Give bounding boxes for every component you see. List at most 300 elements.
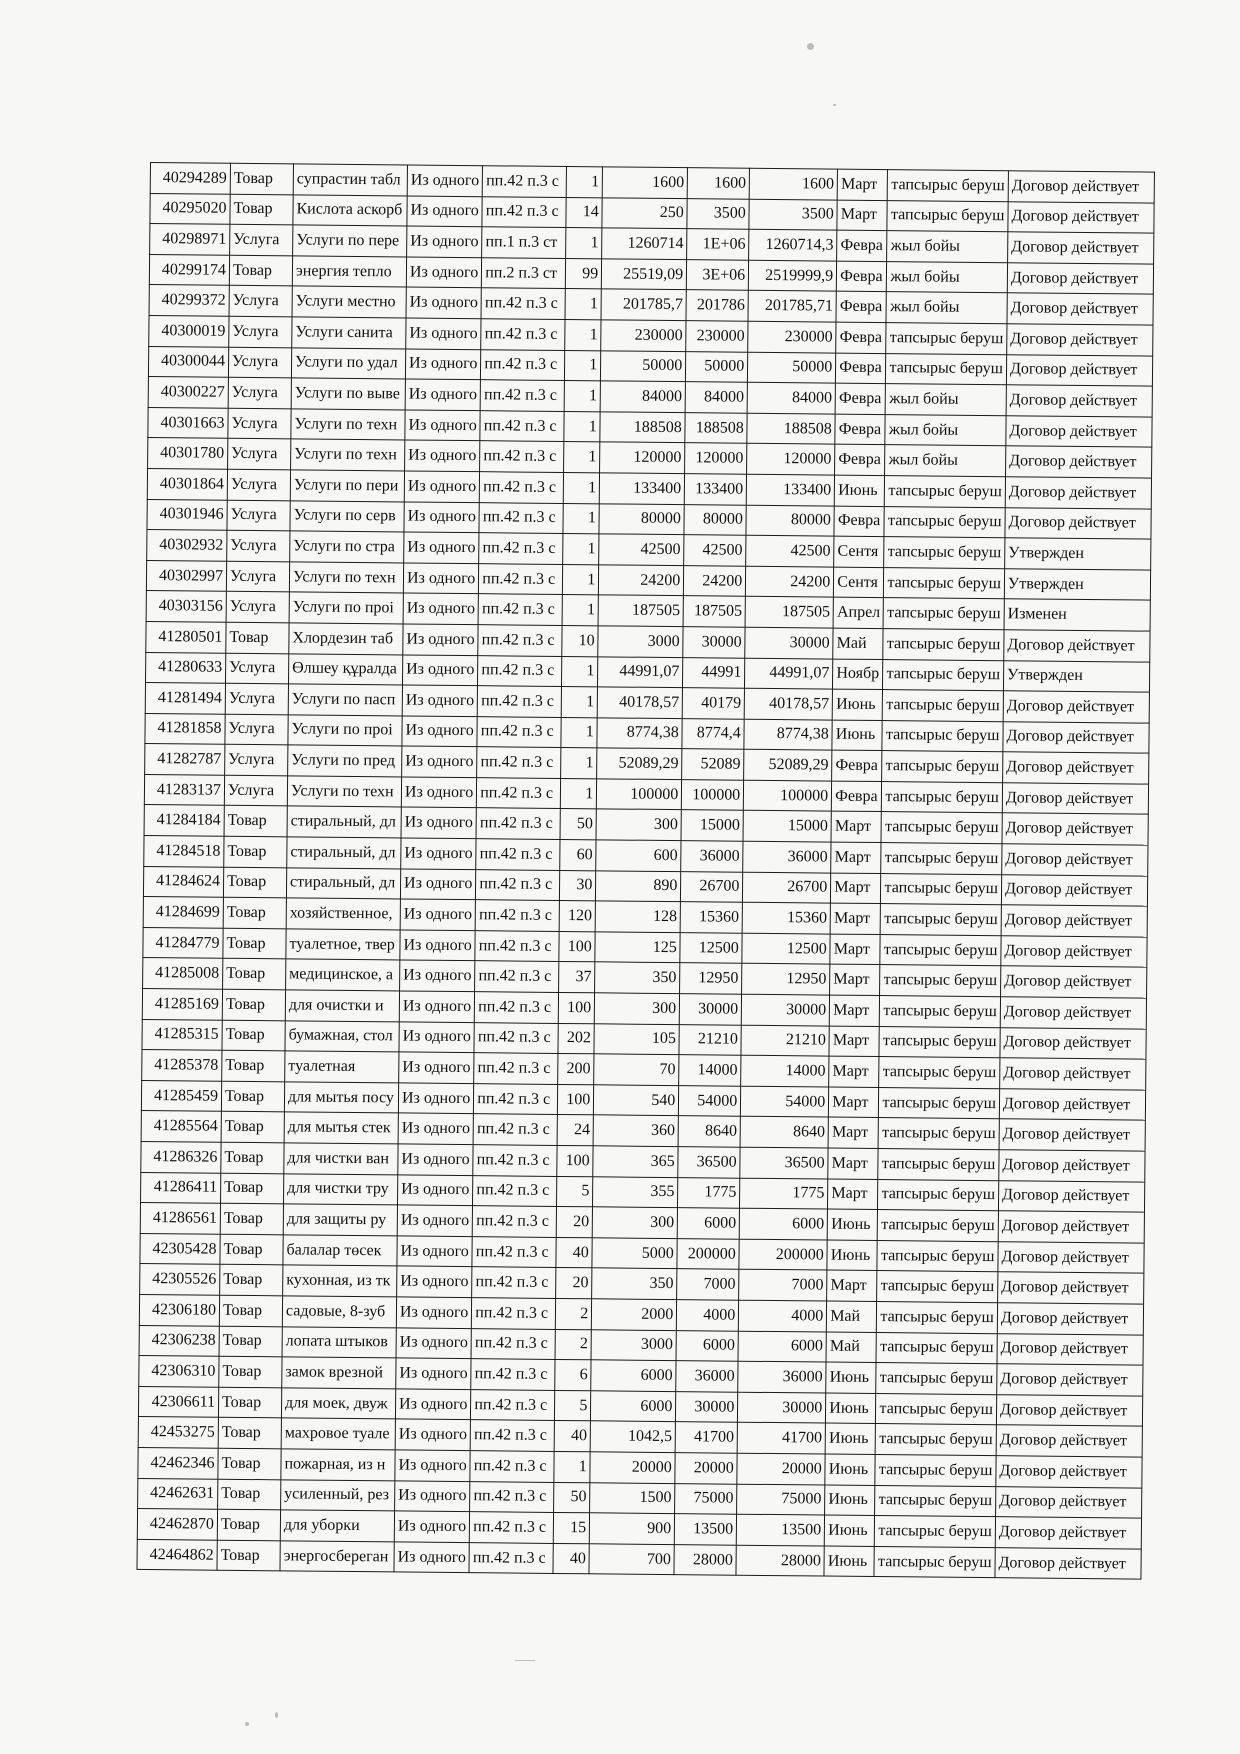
cell-total: 14000	[741, 1055, 829, 1086]
cell-price: 1600	[602, 167, 687, 198]
cell-id: 40301780	[148, 438, 228, 469]
cell-total: 1260714,3	[749, 229, 837, 260]
cell-id: 42453275	[138, 1417, 218, 1448]
cell-source: жыл бойы	[887, 261, 1008, 293]
cell-sum: 3500	[687, 198, 749, 229]
cell-sum: 36000	[676, 1361, 738, 1392]
cell-basis: пп.42 п.3 с	[473, 1145, 557, 1176]
cell-price: 40178,57	[597, 687, 682, 718]
cell-type: Товар	[219, 1356, 282, 1387]
cell-total: 28000	[736, 1545, 824, 1576]
cell-sum: 15000	[681, 810, 743, 841]
cell-basis: пп.42 п.3 с	[472, 1236, 556, 1267]
cell-source: жыл бойы	[885, 414, 1006, 446]
cell-method: Из одного	[402, 685, 478, 716]
cell-name: махровое туале	[281, 1418, 395, 1450]
cell-qty: 1	[554, 1451, 590, 1482]
cell-month: Май	[827, 1301, 877, 1332]
cell-qty: 1	[564, 411, 600, 442]
cell-id: 41285008	[143, 958, 223, 989]
cell-price: 42500	[599, 534, 684, 565]
cell-total: 8640	[740, 1117, 828, 1148]
cell-total: 15000	[743, 811, 831, 842]
cell-total: 100000	[744, 780, 832, 811]
cell-month: Март	[831, 842, 881, 873]
cell-sum: 15360	[680, 902, 742, 933]
cell-basis: пп.42 п.3 с	[471, 1389, 555, 1420]
cell-source: тапсырыс беруш	[883, 690, 1004, 722]
cell-source: тапсырыс беруш	[884, 567, 1005, 599]
cell-price: 6000	[591, 1360, 676, 1391]
cell-price: 44991,07	[598, 656, 683, 687]
cell-basis: пп.42 п.3 с	[470, 1512, 554, 1543]
cell-name: лопата штыков	[282, 1326, 396, 1358]
cell-status: Договор действует	[998, 1272, 1144, 1304]
cell-type: Товар	[218, 1479, 281, 1510]
cell-qty: 200	[558, 1054, 594, 1085]
cell-id: 40300019	[149, 315, 229, 346]
cell-sum: 44991	[683, 657, 745, 688]
cell-total: 200000	[739, 1239, 827, 1270]
cell-id: 42306238	[139, 1325, 219, 1356]
cell-price: 355	[593, 1176, 678, 1207]
cell-source: тапсырыс беруш	[876, 1393, 997, 1425]
cell-month: Март	[829, 1026, 879, 1057]
cell-price: 3000	[591, 1329, 676, 1360]
cell-qty: 100	[559, 992, 595, 1023]
cell-method: Из одного	[394, 1542, 470, 1573]
cell-type: Товар	[222, 1020, 285, 1051]
procurement-table	[136, 162, 1154, 1580]
cell-basis: пп.42 п.3 с	[481, 319, 565, 350]
cell-price: 3000	[598, 626, 683, 657]
cell-status: Утвержден	[1005, 538, 1151, 570]
cell-price: 1260714	[602, 228, 687, 259]
cell-type: Услуга	[228, 377, 291, 408]
cell-basis: пп.42 п.3 с	[473, 1114, 557, 1145]
cell-source: тапсырыс беруш	[880, 996, 1001, 1028]
cell-basis: пп.42 п.3 с	[479, 533, 563, 564]
cell-method: Из одного	[399, 991, 475, 1022]
cell-type: Товар	[220, 1203, 283, 1234]
cell-total: 1775	[740, 1178, 828, 1209]
cell-id: 41284518	[144, 836, 224, 867]
cell-qty: 100	[558, 1084, 594, 1115]
cell-month: Июнь	[827, 1240, 877, 1271]
cell-type: Товар	[221, 1173, 284, 1204]
cell-id: 41285459	[141, 1080, 221, 1111]
cell-type: Товар	[222, 989, 285, 1020]
cell-source: тапсырыс беруш	[876, 1363, 997, 1395]
cell-total: 12500	[742, 933, 830, 964]
cell-source: тапсырыс беруш	[879, 1087, 1000, 1119]
cell-source: тапсырыс беруш	[876, 1424, 997, 1456]
cell-type: Услуга	[224, 775, 287, 806]
cell-method: Из одного	[405, 349, 481, 380]
cell-method: Из одного	[407, 196, 483, 227]
cell-sum: 3E+06	[687, 259, 749, 290]
cell-id: 40301663	[148, 407, 228, 438]
cell-qty: 5	[557, 1176, 593, 1207]
cell-qty: 40	[553, 1543, 589, 1574]
cell-sum: 50000	[686, 351, 748, 382]
cell-method: Из одного	[403, 624, 479, 655]
cell-price: 120000	[600, 442, 685, 473]
cell-type: Товар	[218, 1418, 281, 1449]
cell-source: тапсырыс беруш	[879, 1026, 1000, 1058]
cell-qty: 15	[554, 1513, 590, 1544]
cell-name: стиральный, дл	[287, 837, 401, 869]
cell-sum: 36000	[681, 841, 743, 872]
cell-qty: 100	[559, 931, 595, 962]
cell-method: Из одного	[396, 1327, 472, 1358]
cell-id: 41280501	[146, 621, 226, 652]
cell-id: 40294289	[150, 163, 230, 194]
cell-basis: пп.42 п.3 с	[480, 472, 564, 503]
cell-sum: 100000	[682, 780, 744, 811]
cell-id: 42462870	[137, 1509, 217, 1540]
cell-price: 700	[589, 1544, 674, 1575]
cell-basis: пп.42 п.3 с	[481, 349, 565, 380]
cell-status: Договор действует	[1006, 415, 1152, 447]
cell-type: Услуга	[227, 530, 290, 561]
cell-name: Услуги по проі	[288, 715, 402, 747]
cell-month: Июнь	[832, 720, 882, 751]
cell-source: тапсырыс беруш	[882, 720, 1003, 752]
cell-total: 133400	[747, 474, 835, 505]
cell-status: Договор действует	[1002, 783, 1148, 815]
cell-id: 42305526	[140, 1264, 220, 1295]
cell-price: 250	[602, 197, 687, 228]
cell-total: 30000	[742, 994, 830, 1025]
cell-month: Февра	[837, 230, 887, 261]
cell-source: тапсырыс беруш	[883, 659, 1004, 691]
cell-method: Из одного	[398, 1113, 474, 1144]
cell-source: тапсырыс беруш	[885, 476, 1006, 508]
cell-id: 40301946	[147, 499, 227, 530]
scan-speck	[833, 104, 836, 106]
cell-status: Договор действует	[1008, 201, 1154, 233]
cell-total: 8774,38	[744, 719, 832, 750]
cell-qty: 50	[554, 1482, 590, 1513]
cell-qty: 1	[565, 350, 601, 381]
cell-method: Из одного	[395, 1450, 471, 1481]
cell-sum: 8774,4	[682, 718, 744, 749]
cell-qty: 120	[559, 901, 595, 932]
cell-name: садовые, 8-зуб	[282, 1296, 396, 1328]
cell-total: 36000	[738, 1361, 826, 1392]
table-body	[137, 163, 1154, 1580]
cell-basis: пп.42 п.3 с	[474, 1083, 558, 1114]
cell-basis: пп.42 п.3 с	[477, 686, 561, 717]
cell-name: энергосбереган	[280, 1541, 394, 1573]
cell-method: Из одного	[401, 838, 477, 869]
cell-status: Договор действует	[997, 1333, 1143, 1365]
cell-status: Договор действует	[996, 1394, 1142, 1426]
cell-total: 54000	[741, 1086, 829, 1117]
cell-source: тапсырыс беруш	[884, 537, 1005, 569]
cell-total: 2519999,9	[749, 260, 837, 291]
cell-status: Договор действует	[999, 1119, 1145, 1151]
cell-id: 41284699	[143, 897, 223, 928]
cell-name: стиральный, дл	[287, 806, 401, 838]
cell-month: Февра	[836, 291, 886, 322]
cell-total: 7000	[739, 1270, 827, 1301]
cell-basis: пп.42 п.3 с	[478, 594, 562, 625]
cell-id: 40301864	[147, 468, 227, 499]
cell-name: для чистки тру	[284, 1173, 398, 1205]
cell-status: Утвержден	[1003, 660, 1149, 692]
cell-method: Из одного	[402, 746, 478, 777]
cell-basis: пп.42 п.3 с	[470, 1481, 554, 1512]
cell-method: Из одного	[397, 1236, 473, 1267]
cell-total: 188508	[747, 413, 835, 444]
cell-sum: 4000	[677, 1300, 739, 1331]
cell-basis: пп.42 п.3 с	[470, 1420, 554, 1451]
cell-source: жыл бойы	[886, 292, 1007, 324]
cell-source: тапсырыс беруш	[886, 323, 1007, 355]
cell-status: Договор действует	[1007, 293, 1153, 325]
cell-price: 1500	[590, 1482, 675, 1513]
cell-name: Кислота аскорб	[293, 194, 407, 226]
cell-name: усиленный, рез	[281, 1479, 395, 1511]
cell-type: Товар	[220, 1265, 283, 1296]
cell-method: Из одного	[404, 471, 480, 502]
cell-month: Февра	[834, 506, 884, 537]
cell-total: 84000	[747, 382, 835, 413]
cell-price: 540	[594, 1085, 679, 1116]
cell-basis: пп.42 п.3 с	[480, 380, 564, 411]
cell-source: тапсырыс беруш	[878, 1149, 999, 1181]
cell-qty: 37	[559, 962, 595, 993]
cell-basis: пп.42 п.3 с	[478, 655, 562, 686]
cell-source: тапсырыс беруш	[886, 353, 1007, 385]
cell-source: жыл бойы	[885, 445, 1006, 477]
cell-sum: 13500	[675, 1514, 737, 1545]
cell-source: тапсырыс беруш	[874, 1546, 995, 1578]
cell-name: для очистки и	[285, 990, 399, 1022]
cell-price: 300	[592, 1207, 677, 1238]
cell-sum: 28000	[674, 1544, 736, 1575]
cell-method: Из одного	[404, 501, 480, 532]
cell-month: Март	[837, 200, 887, 231]
cell-total: 4000	[739, 1300, 827, 1331]
cell-price: 105	[594, 1023, 679, 1054]
cell-qty: 40	[556, 1237, 592, 1268]
cell-price: 25519,09	[602, 259, 687, 290]
cell-price: 70	[594, 1054, 679, 1085]
cell-total: 187505	[745, 597, 833, 628]
cell-month: Февра	[835, 414, 885, 445]
cell-month: Июнь	[826, 1362, 876, 1393]
cell-basis: пп.42 п.3 с	[475, 992, 559, 1023]
cell-total: 44991,07	[745, 658, 833, 689]
cell-status: Договор действует	[1000, 997, 1146, 1029]
cell-status: Договор действует	[997, 1364, 1143, 1396]
cell-name: медицинское, а	[286, 959, 400, 991]
cell-price: 350	[595, 962, 680, 993]
cell-source: тапсырыс беруш	[875, 1516, 996, 1548]
cell-basis: пп.42 п.3 с	[471, 1359, 555, 1390]
cell-type: Услуга	[225, 683, 288, 714]
cell-type: Услуга	[227, 469, 290, 500]
cell-price: 50000	[601, 350, 686, 381]
cell-method: Из одного	[400, 869, 476, 900]
cell-month: Март	[829, 1056, 879, 1087]
cell-sum: 8640	[678, 1116, 740, 1147]
cell-sum: 6000	[676, 1330, 738, 1361]
cell-total: 13500	[737, 1514, 825, 1545]
cell-type: Услуга	[228, 408, 291, 439]
cell-method: Из одного	[397, 1205, 473, 1236]
cell-sum: 12500	[680, 932, 742, 963]
cell-month: Июнь	[832, 689, 882, 720]
cell-type: Услуга	[229, 316, 292, 347]
cell-total: 6000	[738, 1331, 826, 1362]
cell-type: Товар	[224, 806, 287, 837]
cell-qty: 1	[564, 472, 600, 503]
cell-name: Услуги по техн	[289, 562, 403, 594]
cell-source: тапсырыс беруш	[884, 506, 1005, 538]
cell-qty: 1	[566, 167, 602, 198]
cell-sum: 40179	[682, 688, 744, 719]
cell-method: Из одного	[405, 440, 481, 471]
cell-type: Товар	[223, 959, 286, 990]
cell-sum: 21210	[679, 1024, 741, 1055]
cell-source: тапсырыс беруш	[877, 1271, 998, 1303]
cell-basis: пп.42 п.3 с	[475, 931, 559, 962]
cell-status: Утвержден	[1004, 568, 1150, 600]
cell-total: 26700	[743, 872, 831, 903]
cell-month: Март	[831, 812, 881, 843]
cell-status: Договор действует	[1006, 385, 1152, 417]
cell-source: тапсырыс беруш	[881, 873, 1002, 905]
cell-method: Из одного	[407, 165, 483, 196]
cell-type: Товар	[230, 163, 293, 194]
cell-method: Из одного	[401, 807, 477, 838]
cell-total: 24200	[746, 566, 834, 597]
cell-total: 15360	[742, 902, 830, 933]
cell-name: супрастин табл	[293, 164, 407, 196]
cell-name: кухонная, из тк	[283, 1265, 397, 1297]
cell-month: Март	[828, 1148, 878, 1179]
cell-id: 41285315	[142, 1019, 222, 1050]
cell-method: Из одного	[395, 1419, 471, 1450]
cell-id: 41284624	[143, 866, 223, 897]
cell-id: 40300227	[148, 377, 228, 408]
cell-month: Февра	[832, 750, 882, 781]
cell-basis: пп.42 п.3 с	[482, 196, 566, 227]
cell-name: туалетное, твер	[286, 929, 400, 961]
cell-name: Услуги по пери	[290, 470, 404, 502]
cell-status: Договор действует	[999, 1089, 1145, 1121]
cell-qty: 30	[560, 870, 596, 901]
cell-type: Товар	[219, 1295, 282, 1326]
cell-month: Сентя	[834, 567, 884, 598]
cell-id: 42306180	[139, 1294, 219, 1325]
cell-status: Договор действует	[1008, 232, 1154, 264]
cell-type: Услуга	[228, 439, 291, 470]
cell-type: Услуга	[229, 286, 292, 317]
cell-qty: 1	[561, 717, 597, 748]
cell-id: 42462346	[138, 1447, 218, 1478]
cell-price: 80000	[599, 503, 684, 534]
cell-month: Март	[830, 934, 880, 965]
cell-month: Июнь	[826, 1393, 876, 1424]
cell-status: Договор действует	[998, 1180, 1144, 1212]
scan-speck	[245, 1722, 249, 1726]
cell-type: Товар	[223, 897, 286, 928]
cell-method: Из одного	[400, 899, 476, 930]
cell-method: Из одного	[403, 593, 479, 624]
cell-source: тапсырыс беруш	[882, 751, 1003, 783]
cell-price: 52089,29	[597, 748, 682, 779]
cell-status: Договор действует	[1005, 477, 1151, 509]
cell-qty: 24	[557, 1115, 593, 1146]
cell-method: Из одного	[398, 1083, 474, 1114]
cell-name: Услуги по пасп	[288, 684, 402, 716]
cell-method: Из одного	[402, 716, 478, 747]
cell-id: 40302997	[146, 560, 226, 591]
cell-type: Товар	[226, 622, 289, 653]
cell-qty: 20	[556, 1268, 592, 1299]
cell-name: Өлшеу құралда	[288, 653, 402, 685]
cell-month: Март	[827, 1270, 877, 1301]
cell-price: 350	[592, 1268, 677, 1299]
cell-price: 100000	[597, 779, 682, 810]
cell-id: 40303156	[146, 591, 226, 622]
cell-method: Из одного	[399, 1022, 475, 1053]
cell-method: Из одного	[405, 379, 481, 410]
cell-basis: пп.42 п.3 с	[479, 502, 563, 533]
cell-id: 41285378	[142, 1050, 222, 1081]
cell-sum: 30000	[676, 1391, 738, 1422]
cell-name: для моек, двуж	[281, 1388, 395, 1420]
cell-month: Март	[830, 965, 880, 996]
cell-id: 41280633	[146, 652, 226, 683]
cell-month: Июнь	[824, 1546, 874, 1577]
cell-total: 12950	[742, 964, 830, 995]
cell-price: 5000	[592, 1238, 677, 1269]
cell-sum: 30000	[680, 994, 742, 1025]
cell-qty: 1	[564, 381, 600, 412]
cell-qty: 2	[555, 1329, 591, 1360]
cell-type: Товар	[223, 867, 286, 898]
cell-name: для защиты ру	[283, 1204, 397, 1236]
cell-source: тапсырыс беруш	[882, 781, 1003, 813]
cell-total: 36000	[743, 841, 831, 872]
scan-speck	[807, 43, 814, 50]
cell-month: Март	[837, 169, 887, 200]
cell-month: Март	[830, 995, 880, 1026]
scan-speck	[275, 1712, 278, 1718]
cell-qty: 1	[564, 442, 600, 473]
cell-basis: пп.1 п.3 ст	[482, 227, 566, 258]
cell-sum: 133400	[685, 474, 747, 505]
cell-qty: 50	[560, 809, 596, 840]
cell-total: 201785,71	[748, 291, 836, 322]
cell-qty: 100	[557, 1145, 593, 1176]
cell-name: для чистки ван	[284, 1143, 398, 1175]
cell-qty: 1	[565, 289, 601, 320]
cell-name: Услуги по удал	[291, 347, 405, 379]
cell-price: 230000	[601, 320, 686, 351]
cell-qty: 1	[563, 534, 599, 565]
cell-name: Услуги по техн	[287, 776, 401, 808]
cell-price: 2000	[592, 1299, 677, 1330]
cell-status: Договор действует	[1001, 905, 1147, 937]
cell-qty: 1	[562, 656, 598, 687]
